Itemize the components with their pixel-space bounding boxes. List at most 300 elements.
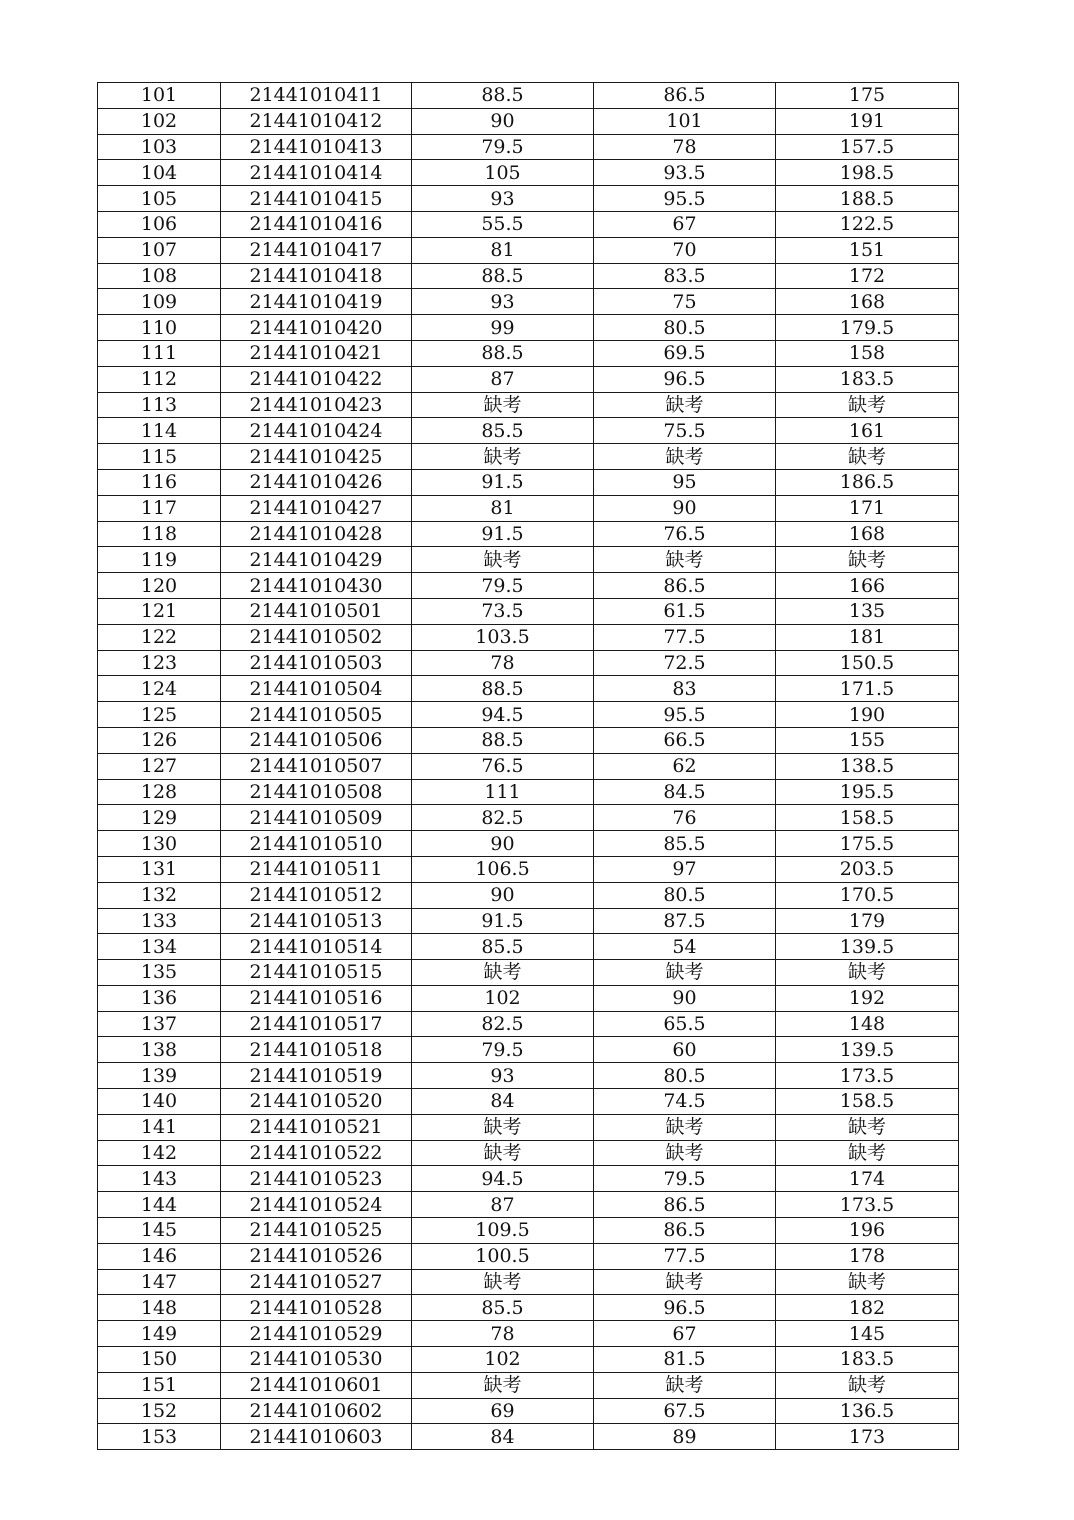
total-score-cell: 190 <box>776 702 959 728</box>
seq-number-cell: 105 <box>98 186 221 212</box>
exam-number-cell: 21441010427 <box>221 495 412 521</box>
score-2-cell: 缺考 <box>594 444 776 470</box>
exam-number-cell: 21441010514 <box>221 934 412 960</box>
seq-number-cell: 130 <box>98 831 221 857</box>
table-row <box>98 469 959 495</box>
seq-number-cell: 141 <box>98 1114 221 1140</box>
score-1-cell: 105 <box>412 160 594 186</box>
score-2-cell: 90 <box>594 495 776 521</box>
score-1-cell: 106.5 <box>412 856 594 882</box>
score-1-cell: 90 <box>412 831 594 857</box>
exam-number-cell: 21441010603 <box>221 1424 412 1450</box>
score-1-cell: 102 <box>412 1347 594 1373</box>
score-1-cell: 87 <box>412 1192 594 1218</box>
exam-number-cell: 21441010411 <box>221 83 412 109</box>
seq-number-cell: 127 <box>98 753 221 779</box>
seq-number-cell: 129 <box>98 805 221 831</box>
exam-number-cell: 21441010518 <box>221 1037 412 1063</box>
score-1-cell: 55.5 <box>412 211 594 237</box>
exam-number-cell: 21441010412 <box>221 108 412 134</box>
seq-number-cell: 111 <box>98 340 221 366</box>
exam-number-cell: 21441010507 <box>221 753 412 779</box>
score-2-cell: 67 <box>594 1321 776 1347</box>
exam-number-cell: 21441010520 <box>221 1089 412 1115</box>
seq-number-cell: 137 <box>98 1011 221 1037</box>
seq-number-cell: 146 <box>98 1243 221 1269</box>
exam-number-cell: 21441010417 <box>221 237 412 263</box>
seq-number-cell: 149 <box>98 1321 221 1347</box>
score-1-cell: 90 <box>412 882 594 908</box>
score-2-cell: 72.5 <box>594 650 776 676</box>
exam-number-cell: 21441010503 <box>221 650 412 676</box>
score-table <box>97 82 959 1450</box>
total-score-cell: 181 <box>776 624 959 650</box>
score-1-cell: 79.5 <box>412 1037 594 1063</box>
score-2-cell: 76.5 <box>594 521 776 547</box>
seq-number-cell: 151 <box>98 1372 221 1398</box>
seq-number-cell: 124 <box>98 676 221 702</box>
score-1-cell: 111 <box>412 779 594 805</box>
score-1-cell: 85.5 <box>412 1295 594 1321</box>
table-row <box>98 676 959 702</box>
total-score-cell: 122.5 <box>776 211 959 237</box>
total-score-cell: 179 <box>776 908 959 934</box>
total-score-cell: 183.5 <box>776 1347 959 1373</box>
exam-number-cell: 21441010508 <box>221 779 412 805</box>
seq-number-cell: 150 <box>98 1347 221 1373</box>
seq-number-cell: 145 <box>98 1218 221 1244</box>
exam-number-cell: 21441010502 <box>221 624 412 650</box>
score-1-cell: 88.5 <box>412 340 594 366</box>
total-score-cell: 166 <box>776 573 959 599</box>
seq-number-cell: 147 <box>98 1269 221 1295</box>
score-1-cell: 99 <box>412 315 594 341</box>
exam-number-cell: 21441010416 <box>221 211 412 237</box>
exam-number-cell: 21441010418 <box>221 263 412 289</box>
exam-number-cell: 21441010509 <box>221 805 412 831</box>
total-score-cell: 缺考 <box>776 960 959 986</box>
exam-number-cell: 21441010510 <box>221 831 412 857</box>
total-score-cell: 173.5 <box>776 1192 959 1218</box>
table-row <box>98 263 959 289</box>
score-1-cell: 94.5 <box>412 1166 594 1192</box>
score-1-cell: 82.5 <box>412 1011 594 1037</box>
score-1-cell: 109.5 <box>412 1218 594 1244</box>
score-2-cell: 95.5 <box>594 702 776 728</box>
score-1-cell: 90 <box>412 108 594 134</box>
table-row <box>98 83 959 109</box>
exam-number-cell: 21441010527 <box>221 1269 412 1295</box>
score-2-cell: 95 <box>594 469 776 495</box>
table-row <box>98 1321 959 1347</box>
exam-number-cell: 21441010414 <box>221 160 412 186</box>
table-row <box>98 495 959 521</box>
table-row <box>98 160 959 186</box>
table-row <box>98 1089 959 1115</box>
score-1-cell: 91.5 <box>412 908 594 934</box>
score-1-cell: 79.5 <box>412 573 594 599</box>
exam-number-cell: 21441010528 <box>221 1295 412 1321</box>
total-score-cell: 171 <box>776 495 959 521</box>
exam-number-cell: 21441010515 <box>221 960 412 986</box>
score-1-cell: 78 <box>412 1321 594 1347</box>
score-2-cell: 81.5 <box>594 1347 776 1373</box>
score-2-cell: 61.5 <box>594 598 776 624</box>
seq-number-cell: 117 <box>98 495 221 521</box>
score-1-cell: 88.5 <box>412 727 594 753</box>
total-score-cell: 168 <box>776 289 959 315</box>
total-score-cell: 178 <box>776 1243 959 1269</box>
seq-number-cell: 131 <box>98 856 221 882</box>
table-row <box>98 366 959 392</box>
score-1-cell: 88.5 <box>412 83 594 109</box>
seq-number-cell: 116 <box>98 469 221 495</box>
exam-number-cell: 21441010530 <box>221 1347 412 1373</box>
total-score-cell: 139.5 <box>776 1037 959 1063</box>
score-2-cell: 66.5 <box>594 727 776 753</box>
seq-number-cell: 113 <box>98 392 221 418</box>
exam-number-cell: 21441010523 <box>221 1166 412 1192</box>
seq-number-cell: 123 <box>98 650 221 676</box>
table-row <box>98 1347 959 1373</box>
seq-number-cell: 108 <box>98 263 221 289</box>
seq-number-cell: 133 <box>98 908 221 934</box>
score-1-cell: 91.5 <box>412 521 594 547</box>
table-row <box>98 1037 959 1063</box>
seq-number-cell: 103 <box>98 134 221 160</box>
exam-number-cell: 21441010421 <box>221 340 412 366</box>
seq-number-cell: 134 <box>98 934 221 960</box>
total-score-cell: 145 <box>776 1321 959 1347</box>
table-row <box>98 340 959 366</box>
score-1-cell: 79.5 <box>412 134 594 160</box>
score-1-cell: 81 <box>412 237 594 263</box>
score-1-cell: 88.5 <box>412 676 594 702</box>
score-table-body <box>98 83 959 1450</box>
table-row <box>98 882 959 908</box>
exam-number-cell: 21441010422 <box>221 366 412 392</box>
table-row <box>98 1166 959 1192</box>
exam-number-cell: 21441010423 <box>221 392 412 418</box>
score-2-cell: 86.5 <box>594 573 776 599</box>
score-1-cell: 100.5 <box>412 1243 594 1269</box>
total-score-cell: 缺考 <box>776 392 959 418</box>
score-2-cell: 67.5 <box>594 1398 776 1424</box>
table-row <box>98 934 959 960</box>
score-2-cell: 80.5 <box>594 1063 776 1089</box>
score-2-cell: 缺考 <box>594 1269 776 1295</box>
total-score-cell: 203.5 <box>776 856 959 882</box>
seq-number-cell: 125 <box>98 702 221 728</box>
score-2-cell: 101 <box>594 108 776 134</box>
score-2-cell: 67 <box>594 211 776 237</box>
score-2-cell: 缺考 <box>594 1140 776 1166</box>
seq-number-cell: 140 <box>98 1089 221 1115</box>
total-score-cell: 158.5 <box>776 805 959 831</box>
score-1-cell: 103.5 <box>412 624 594 650</box>
total-score-cell: 192 <box>776 985 959 1011</box>
total-score-cell: 136.5 <box>776 1398 959 1424</box>
table-row <box>98 1114 959 1140</box>
score-2-cell: 84.5 <box>594 779 776 805</box>
total-score-cell: 157.5 <box>776 134 959 160</box>
table-row <box>98 985 959 1011</box>
seq-number-cell: 143 <box>98 1166 221 1192</box>
score-1-cell: 缺考 <box>412 1269 594 1295</box>
total-score-cell: 171.5 <box>776 676 959 702</box>
score-2-cell: 95.5 <box>594 186 776 212</box>
exam-number-cell: 21441010511 <box>221 856 412 882</box>
table-row <box>98 1398 959 1424</box>
total-score-cell: 198.5 <box>776 160 959 186</box>
total-score-cell: 175 <box>776 83 959 109</box>
score-2-cell: 97 <box>594 856 776 882</box>
score-2-cell: 83.5 <box>594 263 776 289</box>
table-row <box>98 1243 959 1269</box>
seq-number-cell: 115 <box>98 444 221 470</box>
total-score-cell: 173.5 <box>776 1063 959 1089</box>
total-score-cell: 191 <box>776 108 959 134</box>
exam-number-cell: 21441010425 <box>221 444 412 470</box>
table-row <box>98 186 959 212</box>
score-2-cell: 69.5 <box>594 340 776 366</box>
total-score-cell: 186.5 <box>776 469 959 495</box>
table-row <box>98 727 959 753</box>
total-score-cell: 161 <box>776 418 959 444</box>
seq-number-cell: 144 <box>98 1192 221 1218</box>
exam-number-cell: 21441010430 <box>221 573 412 599</box>
table-row <box>98 908 959 934</box>
table-row <box>98 315 959 341</box>
score-2-cell: 75 <box>594 289 776 315</box>
score-1-cell: 缺考 <box>412 392 594 418</box>
table-row <box>98 521 959 547</box>
score-2-cell: 54 <box>594 934 776 960</box>
score-2-cell: 缺考 <box>594 547 776 573</box>
table-row <box>98 1269 959 1295</box>
seq-number-cell: 148 <box>98 1295 221 1321</box>
table-row <box>98 805 959 831</box>
score-1-cell: 81 <box>412 495 594 521</box>
score-1-cell: 76.5 <box>412 753 594 779</box>
score-2-cell: 90 <box>594 985 776 1011</box>
total-score-cell: 172 <box>776 263 959 289</box>
score-1-cell: 缺考 <box>412 444 594 470</box>
total-score-cell: 138.5 <box>776 753 959 779</box>
total-score-cell: 182 <box>776 1295 959 1321</box>
score-2-cell: 85.5 <box>594 831 776 857</box>
table-row <box>98 1218 959 1244</box>
seq-number-cell: 128 <box>98 779 221 805</box>
exam-number-cell: 21441010429 <box>221 547 412 573</box>
exam-number-cell: 21441010428 <box>221 521 412 547</box>
exam-number-cell: 21441010529 <box>221 1321 412 1347</box>
exam-number-cell: 21441010505 <box>221 702 412 728</box>
score-1-cell: 85.5 <box>412 934 594 960</box>
score-1-cell: 87 <box>412 366 594 392</box>
exam-number-cell: 21441010524 <box>221 1192 412 1218</box>
exam-number-cell: 21441010413 <box>221 134 412 160</box>
exam-number-cell: 21441010602 <box>221 1398 412 1424</box>
table-row <box>98 418 959 444</box>
score-1-cell: 93 <box>412 186 594 212</box>
total-score-cell: 151 <box>776 237 959 263</box>
score-1-cell: 82.5 <box>412 805 594 831</box>
exam-number-cell: 21441010525 <box>221 1218 412 1244</box>
score-1-cell: 102 <box>412 985 594 1011</box>
total-score-cell: 168 <box>776 521 959 547</box>
table-row <box>98 547 959 573</box>
score-2-cell: 80.5 <box>594 882 776 908</box>
score-1-cell: 缺考 <box>412 1372 594 1398</box>
seq-number-cell: 109 <box>98 289 221 315</box>
total-score-cell: 195.5 <box>776 779 959 805</box>
total-score-cell: 缺考 <box>776 1372 959 1398</box>
total-score-cell: 缺考 <box>776 1269 959 1295</box>
seq-number-cell: 139 <box>98 1063 221 1089</box>
total-score-cell: 155 <box>776 727 959 753</box>
score-1-cell: 缺考 <box>412 1140 594 1166</box>
seq-number-cell: 107 <box>98 237 221 263</box>
score-2-cell: 65.5 <box>594 1011 776 1037</box>
score-1-cell: 78 <box>412 650 594 676</box>
exam-number-cell: 21441010426 <box>221 469 412 495</box>
table-row <box>98 753 959 779</box>
total-score-cell: 缺考 <box>776 547 959 573</box>
exam-number-cell: 21441010521 <box>221 1114 412 1140</box>
total-score-cell: 148 <box>776 1011 959 1037</box>
seq-number-cell: 104 <box>98 160 221 186</box>
score-2-cell: 96.5 <box>594 1295 776 1321</box>
score-1-cell: 93 <box>412 1063 594 1089</box>
score-2-cell: 74.5 <box>594 1089 776 1115</box>
seq-number-cell: 118 <box>98 521 221 547</box>
seq-number-cell: 119 <box>98 547 221 573</box>
score-1-cell: 73.5 <box>412 598 594 624</box>
total-score-cell: 188.5 <box>776 186 959 212</box>
table-row <box>98 779 959 805</box>
table-row <box>98 134 959 160</box>
seq-number-cell: 138 <box>98 1037 221 1063</box>
seq-number-cell: 114 <box>98 418 221 444</box>
seq-number-cell: 101 <box>98 83 221 109</box>
seq-number-cell: 152 <box>98 1398 221 1424</box>
exam-number-cell: 21441010522 <box>221 1140 412 1166</box>
score-1-cell: 缺考 <box>412 547 594 573</box>
exam-number-cell: 21441010512 <box>221 882 412 908</box>
seq-number-cell: 112 <box>98 366 221 392</box>
table-row <box>98 1372 959 1398</box>
score-2-cell: 77.5 <box>594 1243 776 1269</box>
exam-number-cell: 21441010424 <box>221 418 412 444</box>
score-1-cell: 69 <box>412 1398 594 1424</box>
exam-number-cell: 21441010506 <box>221 727 412 753</box>
seq-number-cell: 102 <box>98 108 221 134</box>
exam-number-cell: 21441010601 <box>221 1372 412 1398</box>
score-2-cell: 86.5 <box>594 1218 776 1244</box>
score-2-cell: 缺考 <box>594 1372 776 1398</box>
exam-number-cell: 21441010517 <box>221 1011 412 1037</box>
table-row <box>98 211 959 237</box>
table-row <box>98 598 959 624</box>
total-score-cell: 158 <box>776 340 959 366</box>
seq-number-cell: 110 <box>98 315 221 341</box>
table-row <box>98 856 959 882</box>
table-row <box>98 1011 959 1037</box>
score-2-cell: 缺考 <box>594 960 776 986</box>
table-row <box>98 1140 959 1166</box>
exam-number-cell: 21441010519 <box>221 1063 412 1089</box>
score-2-cell: 83 <box>594 676 776 702</box>
table-row <box>98 108 959 134</box>
score-2-cell: 62 <box>594 753 776 779</box>
exam-number-cell: 21441010513 <box>221 908 412 934</box>
score-2-cell: 86.5 <box>594 83 776 109</box>
seq-number-cell: 106 <box>98 211 221 237</box>
total-score-cell: 缺考 <box>776 1140 959 1166</box>
score-2-cell: 78 <box>594 134 776 160</box>
table-row <box>98 650 959 676</box>
score-1-cell: 84 <box>412 1424 594 1450</box>
table-row <box>98 289 959 315</box>
total-score-cell: 196 <box>776 1218 959 1244</box>
score-2-cell: 75.5 <box>594 418 776 444</box>
score-2-cell: 79.5 <box>594 1166 776 1192</box>
score-1-cell: 88.5 <box>412 263 594 289</box>
table-row <box>98 702 959 728</box>
table-row <box>98 573 959 599</box>
score-2-cell: 86.5 <box>594 1192 776 1218</box>
score-1-cell: 85.5 <box>412 418 594 444</box>
table-row <box>98 624 959 650</box>
score-2-cell: 80.5 <box>594 315 776 341</box>
seq-number-cell: 153 <box>98 1424 221 1450</box>
score-1-cell: 缺考 <box>412 1114 594 1140</box>
total-score-cell: 150.5 <box>776 650 959 676</box>
table-row <box>98 1295 959 1321</box>
score-2-cell: 77.5 <box>594 624 776 650</box>
score-2-cell: 96.5 <box>594 366 776 392</box>
score-1-cell: 93 <box>412 289 594 315</box>
table-row <box>98 1424 959 1450</box>
total-score-cell: 170.5 <box>776 882 959 908</box>
total-score-cell: 139.5 <box>776 934 959 960</box>
score-2-cell: 70 <box>594 237 776 263</box>
score-2-cell: 缺考 <box>594 392 776 418</box>
table-row <box>98 392 959 418</box>
exam-number-cell: 21441010419 <box>221 289 412 315</box>
seq-number-cell: 122 <box>98 624 221 650</box>
total-score-cell: 缺考 <box>776 1114 959 1140</box>
table-row <box>98 444 959 470</box>
score-1-cell: 91.5 <box>412 469 594 495</box>
total-score-cell: 158.5 <box>776 1089 959 1115</box>
total-score-cell: 183.5 <box>776 366 959 392</box>
table-row <box>98 831 959 857</box>
seq-number-cell: 121 <box>98 598 221 624</box>
total-score-cell: 173 <box>776 1424 959 1450</box>
score-2-cell: 76 <box>594 805 776 831</box>
table-row <box>98 237 959 263</box>
table-row <box>98 1063 959 1089</box>
score-1-cell: 84 <box>412 1089 594 1115</box>
score-2-cell: 60 <box>594 1037 776 1063</box>
seq-number-cell: 120 <box>98 573 221 599</box>
exam-number-cell: 21441010516 <box>221 985 412 1011</box>
exam-number-cell: 21441010420 <box>221 315 412 341</box>
total-score-cell: 179.5 <box>776 315 959 341</box>
score-2-cell: 缺考 <box>594 1114 776 1140</box>
